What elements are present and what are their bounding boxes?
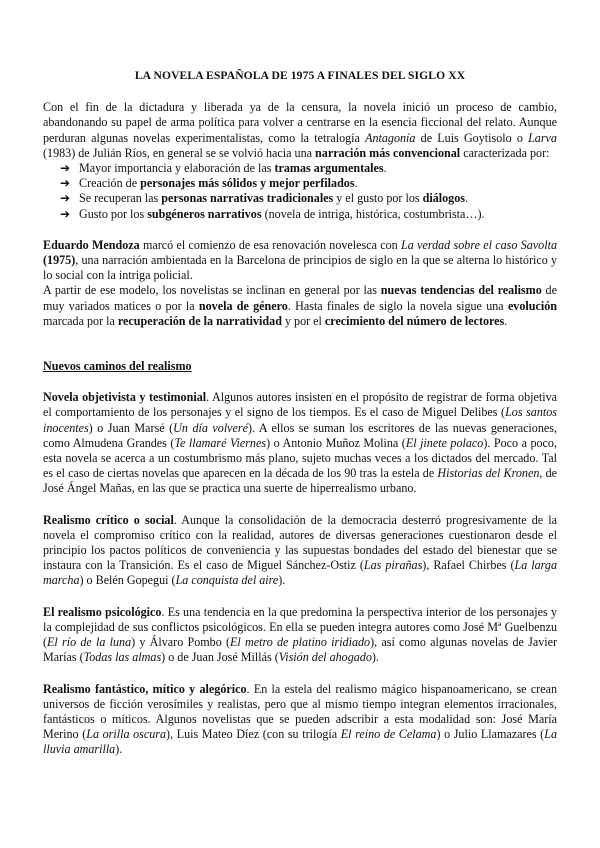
document-title: LA NOVELA ESPAÑOLA DE 1975 A FINALES DEL SIGLO XX [134, 69, 466, 82]
arrow-icon: ➔ [60, 176, 71, 191]
psicologico-paragraph: El realismo psicológico. Es una tendencia en la que predomina la perspectiva interior de los personajes y la complejidad de sus conflictos psicológicos. En ella se pueden integra autores como José Mª Guelbenzu (El río de la luna) y Álvaro Pombo (El metro de platino iridiado), así como algunas novelas de Javier Marías (Todas las almas) o de Juan José Millás (Visión del ahogado). [43, 604, 558, 665]
critico-paragraph: Realismo crítico o social. Aunque la consolidación de la democracia desterró progresivamente de la novela el compromiso crítico con la realidad, autores de diversas generaciones cuestionaron desde el principio los pactos políticos de conveniencia y las supuestas bondades del estado del bienestar que se instaura con la Transición. Es el caso de Miguel Sánchez-Ostiz (Las pirañas), Rafael Chirbes (La larga marcha) o Belén Gopegui (La conquista del aire). [43, 512, 557, 588]
section-heading: Nuevos caminos del realismo [43, 359, 192, 374]
fantastico-paragraph: Realismo fantástico, mítico y alegórico. En la estela del realismo mágico hispanoamericano, se crean universos de ficción verosímiles y realistas, pero que al mismo tiempo integran elementos irracionales, fantásticos o míticos. Algunos novelistas que se pueden adscribir a esta modalidad son: José María Merino (La orilla oscura), Luis Mateo Díez (con su trilogía El reino de Celama) o Julio Llamazares (La lluvia amarilla). [43, 681, 557, 757]
intro-paragraph: Con el fin de la dictadura y liberada ya de la censura, la novela inició un proceso de cambio, abandonando su papel de arma política para volver a centrarse en la esencia ficcional del relato. Aunque perduran algunas novelas experimentalistas, como la tetralogía Antagonía de Luis Goytisolo o Larva (1983) de Julián Ríos, en general se se volvió hacia una narración más convencional caracterizada por: [43, 100, 557, 160]
list-item: ➔ Creación de personajes más sólidos y mejor perfilados. [60, 176, 358, 191]
document-page [43, 68, 557, 758]
arrow-icon: ➔ [60, 206, 71, 221]
features-list [43, 161, 557, 222]
list-item: ➔ Gusto por los subgéneros narrativos (novela de intriga, histórica, costumbrista…). [60, 206, 485, 221]
arrow-icon: ➔ [60, 191, 71, 206]
mendoza-paragraph: Eduardo Mendoza marcó el comienzo de esa renovación novelesca con La verdad sobre el caso Savolta (1975), una narración ambientada en la Barcelona de principios de siglo en la que se alterna lo histórico y lo social con la intriga policial. [43, 237, 558, 283]
tendencies-paragraph: A partir de ese modelo, los novelistas se inclinan en general por las nuevas tendencias del realismo de muy variados matices o por la novela de género. Hasta finales de siglo la novela sigue una evolución marcada por la recuperación de la narratividad y por el crecimiento del número de lectores. [43, 283, 557, 328]
list-item: ➔ Se recuperan las personas narrativas tradicionales y el gusto por los diálogos. [60, 191, 468, 206]
arrow-icon: ➔ [60, 161, 71, 176]
list-item: ➔ Mayor importancia y elaboración de las tramas argumentales. [60, 161, 387, 176]
objetivista-paragraph: Novela objetivista y testimonial. Algunos autores insisten en el propósito de registrar de forma objetiva el comportamiento de los personajes y el signo de los tiempos. Es el caso de Miguel Delibes (Los santos inocentes) o Juan Marsé (Un día volveré). A ellos se suman los escritores de las nuevas generaciones, como Almudena Grandes (Te llamaré Viernes) o Antonio Muñoz Molina (El jinete polaco). Poco a poco, esta novela se acerca a un costumbrismo más plano, sujeto muchas veces a los dictados del mercado. Tal es el caso de ciertas novelas que aparecen en la década de los 90 tras la estela de Historias del Kronen, de José Ángel Mañas, en las que se practica una suerte de hiperrealismo urbano. [43, 390, 558, 496]
